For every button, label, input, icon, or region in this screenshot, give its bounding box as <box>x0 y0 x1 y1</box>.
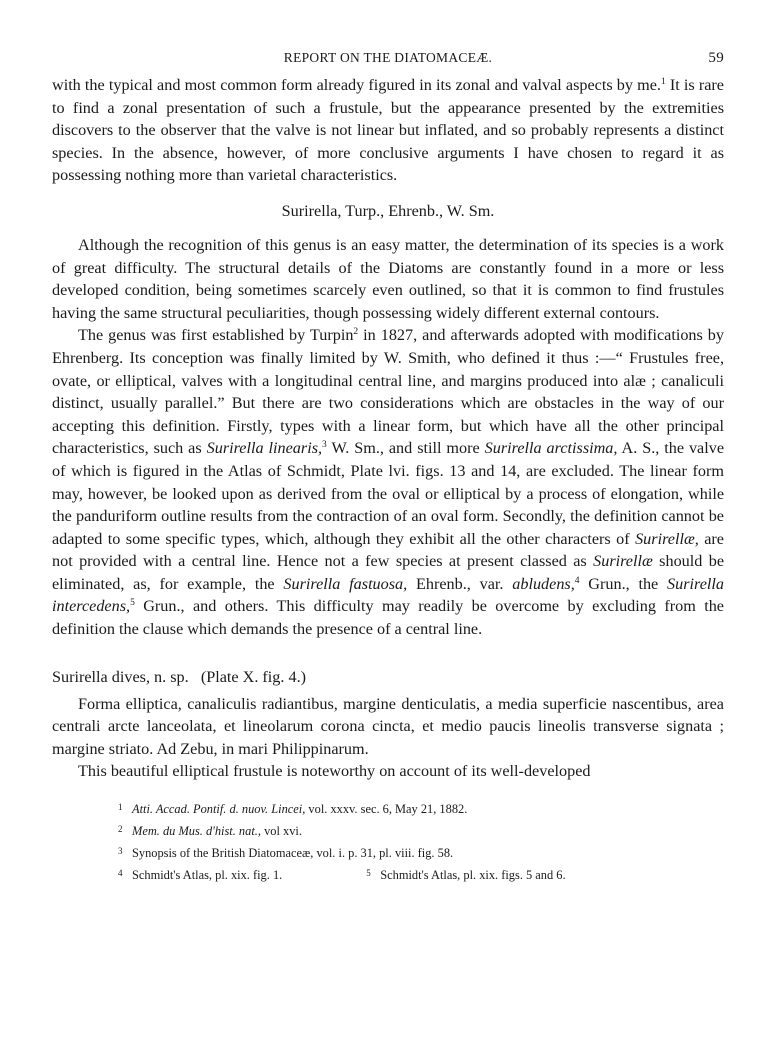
footnotes <box>52 797 724 885</box>
text-run: are not provided with a central line. Hence not a few species at present classed as <box>52 529 724 571</box>
footnote-text: vol. xxxv. sec. 6, May 21, 1882. <box>305 802 468 817</box>
footnote-text: vol xvi. <box>260 824 302 839</box>
species-heading <box>52 668 724 687</box>
species-name: Surirella intercedens, <box>52 574 725 616</box>
footnote-text: Synopsis of the British Diatomaceæ, vol. i. p. 31, pl. viii. fig. 58. <box>132 846 454 861</box>
running-title: REPORT ON THE DIATOMACEÆ. <box>283 50 493 65</box>
text-run: should be eliminated, as, for example, the <box>52 552 725 593</box>
footnote-ref-4: 4 <box>574 575 580 586</box>
footnote-ref-5: 5 <box>130 598 135 609</box>
section-heading-surirella: Surirella, Turp., Ehrenb., W. Sm. <box>281 201 495 220</box>
paragraph-genus-intro: Although the recognition of this genus is an easy matter, the determination of its species is a work of great difficulty. The structural details of the Diatoms are constantly found in a more or less developed condition, being sometimes scarcely even outlined, so that it is common to find frustules having the same structural peculiarities, though possessing widely different external contours. <box>52 235 724 322</box>
species-name: Surirella arctissima, <box>484 439 618 458</box>
text-run: Grun., and others. This difficulty may readily be overcome by excluding from the definition the clause which demands the presence of a central line. <box>52 597 724 639</box>
genus-plural: Surirellæ <box>593 552 653 571</box>
footnote-number: 4 <box>118 868 123 879</box>
footnote-number: 1 <box>118 802 123 813</box>
footnote-1 <box>118 797 724 819</box>
paragraph-latin-diagnosis: Forma elliptica, canaliculis radiantibus, margine denticulatis, a media superficie nascentibus, area centrali arcte lanceolata, et lineolarum corona cincta, et medio paucis lineolis transverse signata ; margine striato. Ad Zebu, in mari Philippinarum. <box>52 694 724 758</box>
text-run: W. Sm., and still more <box>326 439 485 458</box>
text-run: The genus was first established by Turpin <box>78 326 354 345</box>
species-name: Surirella linearis, <box>206 439 323 458</box>
text-run: in 1827, and afterwards adopted with modifications by Ehrenberg. Its conception was finally limited by W. Smith, who defined it thus :—“ Frustules free, ovate, or elliptical, valves with a longitudinal central line, and margins produced into alæ ; canaliculi distinct, usually parallel.” But there are two considerations which are obstacles in the way of our accepting this definition. Firstly, types with a linear form, but which have all the other principal characteristics, such as <box>52 326 724 458</box>
footnote-4 <box>118 863 282 885</box>
variety-name: abludens, <box>512 574 575 593</box>
footnote-2 <box>118 819 724 841</box>
text-run: Ehrenb., var. <box>407 574 513 593</box>
footnote-number: 5 <box>366 868 371 879</box>
text-run: It is rare to find a zonal presentation of such a frustule, but the appearance presented by the extremities discovers to the observer that the valve is not linear but inflated, and so probably represents a distinct species. In the absence, however, of more conclusive arguments I have chosen to regard it as possessing nothing more than varietal characteristics. <box>52 76 724 185</box>
paragraph-description: This beautiful elliptical frustule is noteworthy on account of its well-developed <box>78 762 591 781</box>
text-run: with the typical and most common form already figured in its zonal and valval aspects by me. <box>52 76 661 94</box>
footnote-ref-1: 1 <box>660 77 666 87</box>
footnote-number: 3 <box>118 846 123 857</box>
species-title: Surirella dives, n. sp. <box>52 667 189 686</box>
species-name: Surirella fastuosa, <box>283 574 408 593</box>
running-header <box>52 44 724 74</box>
footnote-ref-3: 3 <box>322 440 327 451</box>
footnote-source: Mem. du Mus. d'hist. nat., <box>132 824 261 839</box>
plate-reference: (Plate X. fig. 4.) <box>200 667 307 686</box>
genus-plural: Surirellæ, <box>635 529 699 548</box>
footnote-text: Schmidt's Atlas, pl. xix. figs. 5 and 6. <box>380 868 566 883</box>
footnote-row <box>118 863 724 885</box>
footnote-5 <box>366 863 565 885</box>
footnote-number: 2 <box>118 824 123 835</box>
text-run: A. S., the valve of which is figured in the Atlas of Schmidt, Plate lvi. figs. 13 and 14, are excluded. The linear form may, however, be looked upon as derived from the oval or elliptical by a process of elongation, while the panduriform outline results from the contraction of an oval form. Secondly, the definition cannot be adapted to some specific types, which, although they exhibit all the other characters of <box>52 439 725 548</box>
text-run: Grun., the <box>579 574 668 593</box>
page-number: 59 <box>708 50 724 66</box>
paragraph-genus-history <box>52 324 724 640</box>
footnote-ref-2: 2 <box>353 327 359 338</box>
paragraph-continuation <box>52 74 724 187</box>
footnote-text: Schmidt's Atlas, pl. xix. fig. 1. <box>132 868 283 883</box>
footnote-3 <box>118 841 724 863</box>
footnote-source: Atti. Accad. Pontif. d. nuov. Lincei, <box>132 802 306 817</box>
